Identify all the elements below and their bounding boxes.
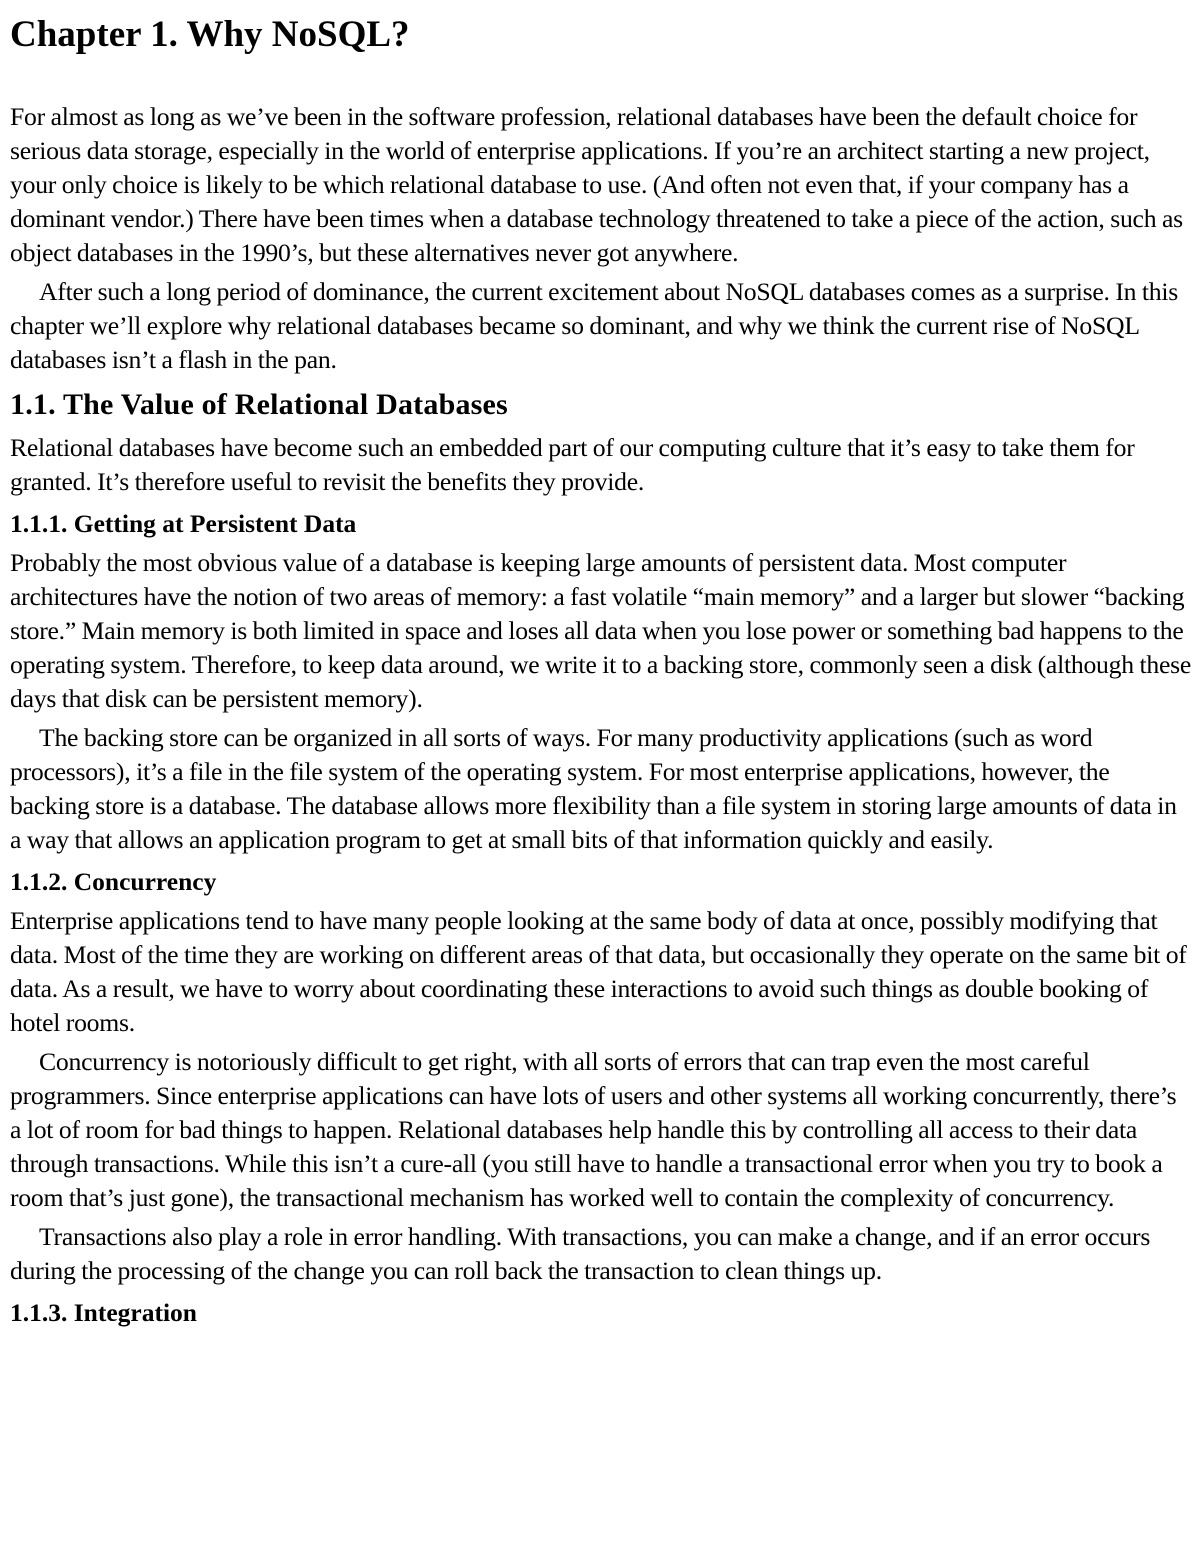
subsection-heading-concurrency: 1.1.2. Concurrency bbox=[10, 867, 217, 896]
subsection-heading-persistent-data: 1.1.1. Getting at Persistent Data bbox=[10, 509, 357, 538]
subsection-paragraph: The backing store can be organized in all sorts of ways. For many productivity applications (such as word processors), it’s a file in the file system of the operating system. For most enterprise applications, however, the backing store is a database. The database allows more flexibility than a file system in storing large amounts of data in a way that allows an application program to get at small bits of that information quickly and easily. bbox=[10, 723, 1177, 854]
subsection-heading-integration: 1.1.3. Integration bbox=[10, 1298, 197, 1327]
subsection-paragraph: Probably the most obvious value of a database is keeping large amounts of persistent data. Most computer architectures have the notion of two areas of memory: a fast volatile “main memory” and a larger but slower “backing store.” Main memory is both limited in space and loses all data when you lose power or something bad happens to the operating system. Therefore, to keep data around, we write it to a backing store, commonly seen a disk (although these days that disk can be persistent memory). bbox=[10, 548, 1192, 713]
subsection-paragraph: Transactions also play a role in error handling. With transactions, you can make a change, and if an error occurs during the processing of the change you can roll back the transaction to clean things up. bbox=[10, 1222, 1151, 1285]
chapter-intro-paragraph: For almost as long as we’ve been in the software profession, relational databases have been the default choice for serious data storage, especially in the world of enterprise applications. If you’re an architect starting a new project, your only choice is likely to be which relational database to use. (And often not even that, if your company has a dominant vendor.) There have been times when a database technology threatened to take a piece of the action, such as object databases in the 1990’s, but these alternatives never got anywhere. bbox=[10, 102, 1183, 267]
chapter-title: Chapter 1. Why NoSQL? bbox=[10, 14, 410, 55]
document-page bbox=[10, 0, 1192, 1335]
section-heading-value-of-relational-databases: 1.1. The Value of Relational Databases bbox=[10, 388, 508, 421]
subsection-paragraph: Enterprise applications tend to have many people looking at the same body of data at once, possibly modifying that data. Most of the time they are working on different areas of that data, but occasionally they operate on the same bit of data. As a result, we have to worry about coordinating these interactions to avoid such things as double booking of hotel rooms. bbox=[10, 906, 1187, 1037]
chapter-intro-paragraph: After such a long period of dominance, the current excitement about NoSQL databases comes as a surprise. In this chapter we’ll explore why relational databases became so dominant, and why we think the current rise of NoSQL databases isn’t a flash in the pan. bbox=[10, 277, 1179, 374]
subsection-paragraph: Concurrency is notoriously difficult to get right, with all sorts of errors that can trap even the most careful programmers. Since enterprise applications can have lots of users and other systems all working concurrently, there’s a lot of room for bad things to happen. Relational databases help handle this by controlling all access to their data through transactions. While this isn’t a cure-all (you still have to handle a transactional error when you try to book a room that’s just gone), the transactional mechanism has worked well to contain the complexity of concurrency. bbox=[10, 1047, 1177, 1212]
section-paragraph: Relational databases have become such an embedded part of our computing culture that it’s easy to take them for granted. It’s therefore useful to revisit the benefits they provide. bbox=[10, 433, 1135, 496]
